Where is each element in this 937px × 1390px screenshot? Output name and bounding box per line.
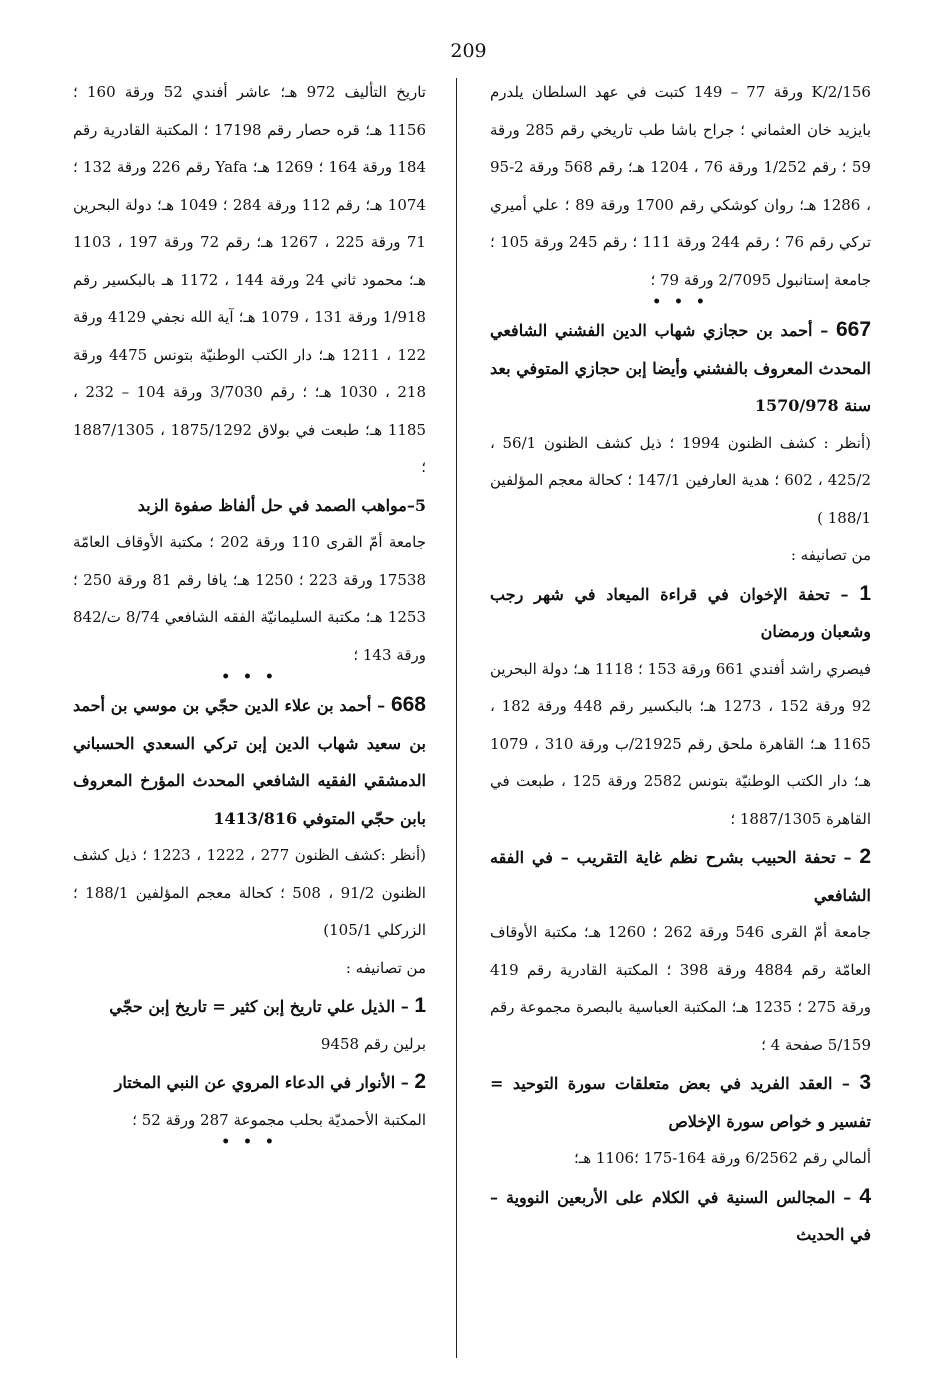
work-number: 2 bbox=[414, 1070, 426, 1093]
page-number: 209 bbox=[450, 40, 487, 62]
work-number: 2 bbox=[859, 845, 871, 868]
work-2-title bbox=[73, 1063, 426, 1102]
left-column bbox=[73, 74, 426, 1374]
work-1-title bbox=[490, 575, 871, 651]
work-5-title: 5–مواهب الصمد في حل ألفاظ صفوة الزبد bbox=[137, 495, 426, 515]
work-2-title bbox=[490, 838, 871, 914]
entry-668-heading bbox=[73, 686, 426, 837]
column-divider bbox=[456, 78, 457, 1358]
work-title-text: – تحفة الحبيب بشرح نظم غاية التقريب – في الفقه الشافعي bbox=[490, 848, 871, 905]
work-5-manuscripts: جامعة أمّ القرى 110 ورقة 202 ؛ مكتبة الأوقاف العامّة 17538 ورقة 223 ؛ 1250 هـ؛ يافا رقم 81 ورقة 250 ؛ 1253 هـ؛ مكتبة السليمانيّة الفقه الشافعي 8/74 ت/842 ورقة 143 ؛ bbox=[73, 533, 426, 664]
works-label: من تصانيفه : bbox=[790, 546, 871, 564]
work-1-manuscripts: فيصري راشد أفندي 661 ورقة 153 ؛ 1118 هـ؛ دولة البحرين 92 ورقة 152 ، 1273 هـ؛ بالبكسير رقم 448 ورقة 182 ، 1165 هـ؛ القاهرة ملحق رقم 21925/ب ورقة 310 ، 1079 هـ؛ دار الكتب الوطنيّة بتونس 2582 ورقة 125 ، طبعت في القاهرة 1887/1305 ؛ bbox=[490, 659, 871, 828]
work-number: 4 bbox=[859, 1184, 871, 1208]
entry-number: 668 bbox=[390, 693, 426, 716]
entry-references: (أنظر :كشف الظنون 277 ، 1222 ، 1223 ؛ ذيل كشف الظنون 91/2 ، 508 ؛ كحالة معجم المؤلفين 188/1 ؛ الزركلي 105/1) bbox=[73, 846, 426, 939]
entry-title: – أحمد بن علاء الدين حجّي بن موسي بن أحمد بن سعيد شهاب الدين إبن تركي السعدي الحسباني الدمشقي الفقيه الشافعي المحدث المؤرخ المعروف بابن حجّي المتوفي 1413/816 bbox=[73, 696, 426, 828]
work-number: 1 bbox=[414, 994, 426, 1017]
work-title-text: – العقد الفريد في بعض متعلقات سورة التوحيد = تفسير و خواص سورة الإخلاص bbox=[490, 1074, 871, 1131]
work-number: 1 bbox=[859, 581, 871, 605]
continuation-paragraph: 2/156/K ورقة 77 – 149 كتبت في عهد السلطان يلدرم بايزيد خان العثماني ؛ جراح باشا طب تاريخي رقم 285 ورقة 59 ؛ رقم 1/252 ورقة 76 ، 1204 هـ؛ رقم 568 ورقة 2-95 ، 1286 هـ؛ روان كوشكي رقم 1700 ورقة 89 ؛ علي أميري تركي رقم 76 ؛ رقم 244 ورقة 111 ؛ رقم 245 ورقة 105 ؛ جامعة إستانبول 2/7095 ورقة 79 ؛ bbox=[490, 83, 871, 289]
section-divider-dots: • • • bbox=[221, 1134, 278, 1150]
works-label: من تصانيفه : bbox=[345, 958, 426, 977]
work-1-manuscripts: برلين رقم 9458 bbox=[320, 1034, 426, 1053]
work-title-text: – تحفة الإخوان في قراءة الميعاد في شهر رجب وشعبان ورمضان bbox=[490, 584, 871, 641]
work-number: 3 bbox=[859, 1071, 871, 1094]
section-divider-dots: • • • bbox=[221, 669, 278, 685]
work-1-title bbox=[73, 987, 426, 1026]
work-title-text: – الذيل علي تاريخ إبن كثير = تاريخ إبن حجّي bbox=[109, 997, 409, 1016]
work-4-title bbox=[490, 1178, 871, 1254]
continuation-paragraph: تاريخ التأليف 972 هـ؛ عاشر أفندي 52 ورقة 160 ؛ 1156 هـ؛ قره حصار رقم 17198 ؛ المكتبة القادرية رقم 184 ورقة 164 ؛ 1269 هـ؛ Yafa رقم 226 ورقة 132 ؛ 1074 هـ؛ رقم 112 ورقة 284 ؛ 1049 هـ؛ دولة البحرين 71 ورقة 225 ، 1267 هـ؛ رقم 72 ورقة 197 ، 1103 هـ؛ محمود ثاني 24 ورقة 144 ، 1172 هـ بالبكسير رقم 1/918 ورقة 131 ، 1079 هـ؛ آية الله نجفي 4129 ورقة 122 ، 1211 هـ؛ دار الكتب الوطنيّة بتونس 4475 ورقة 218 ، 1030 هـ؛ ؛ رقم 3/7030 ورقة 104 – 232 ، 1185 هـ؛ طبعت في بولاق 1875/1292 ، 1887/1305 ؛ bbox=[73, 83, 426, 476]
section-divider-dots: • • • bbox=[652, 294, 709, 310]
work-3-title bbox=[490, 1064, 871, 1140]
work-3-manuscripts: ألمالي رقم 6/2562 ورقة 164-175 ؛1106 هـ؛ bbox=[574, 1149, 871, 1167]
entry-667-heading bbox=[490, 311, 871, 425]
entry-number: 667 bbox=[835, 318, 871, 341]
right-column bbox=[490, 74, 871, 1374]
work-title-text: – المجالس السنية في الكلام على الأربعين النووية – في الحديث bbox=[490, 1187, 871, 1244]
entry-title: – أحمد بن حجازي شهاب الدين الفشني الشافعي المحدث المعروف بالفشني وأيضا إبن حجازي المتوفي بعد سنة 1570/978 bbox=[490, 321, 871, 415]
work-2-manuscripts: المكتبة الأحمديّة بحلب مجموعة 287 ورقة 52 ؛ bbox=[132, 1110, 426, 1129]
work-2-manuscripts: جامعة أمّ القرى 546 ورقة 262 ؛ 1260 هـ؛ مكتبة الأوقاف العامّة رقم 4884 ورقة 398 ؛ المكتبة القادرية رقم 419 ورقة 275 ؛ 1235 هـ؛ المكتبة العباسية بالبصرة مجموعة رقم 5/159 صفحة 4 ؛ bbox=[490, 923, 871, 1054]
entry-references: (أنظر : كشف الظنون 1994 ؛ ذيل كشف الظنون 56/1 ، 425/2 ، 602 ؛ هدية العارفين 147/1 ؛ كحالة معجم المؤلفين 188/1 ) bbox=[490, 433, 871, 527]
work-title-text: – الأنوار في الدعاء المروي عن النبي المختار bbox=[114, 1073, 409, 1092]
